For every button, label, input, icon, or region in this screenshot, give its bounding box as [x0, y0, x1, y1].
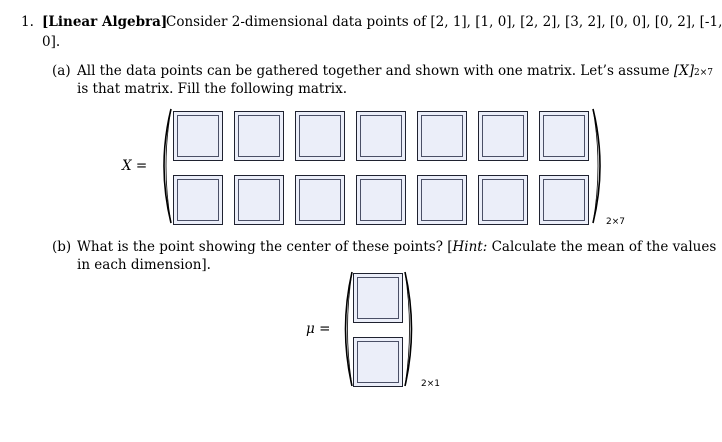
- matrix-x-dimension: 2×7: [606, 217, 625, 227]
- matrix-x-left-paren: [155, 107, 175, 225]
- answer-box-inner: [482, 179, 524, 221]
- matrix-x-cell-r1-c6[interactable]: [478, 111, 528, 161]
- matrix-x-cell-r2-c2[interactable]: [234, 175, 284, 225]
- answer-box-inner: [299, 179, 341, 221]
- question-topic: [Linear Algebra]: [42, 14, 168, 30]
- answer-box-inner: [543, 179, 585, 221]
- mu-right-paren: [402, 270, 420, 388]
- part-a-text-line1: [77, 63, 713, 81]
- hint-text: Calculate the mean of the values: [491, 239, 717, 255]
- matrix-x-right-paren: [589, 107, 609, 225]
- part-b-label: (b): [52, 239, 72, 255]
- part-b-text: What is the point showing the center of these points?: [77, 239, 443, 255]
- matrix-x-cell-r2-c1[interactable]: [173, 175, 223, 225]
- answer-box-inner: [177, 179, 219, 221]
- answer-box-inner: [482, 115, 524, 157]
- part-b-text-line1: [77, 239, 716, 255]
- matrix-x-cell-r2-c5[interactable]: [417, 175, 467, 225]
- part-b-text-line2: in each dimension].: [77, 257, 211, 273]
- matrix-x-cell-r1-c7[interactable]: [539, 111, 589, 161]
- part-a-label: (a): [52, 63, 71, 79]
- answer-box-inner: [177, 115, 219, 157]
- answer-box-inner: [421, 179, 463, 221]
- matrix-x-cell-r2-c6[interactable]: [478, 175, 528, 225]
- matrix-x-cell-r1-c4[interactable]: [356, 111, 406, 161]
- mu-cell-r1-c1[interactable]: [353, 273, 403, 323]
- matrix-x-cell-r1-c3[interactable]: [295, 111, 345, 161]
- answer-box-inner: [357, 277, 399, 319]
- matrix-x-cell-r1-c5[interactable]: [417, 111, 467, 161]
- question-text-line2: 0].: [42, 34, 61, 50]
- answer-box-inner: [299, 115, 341, 157]
- matrix-symbol: [X]: [673, 63, 695, 79]
- answer-box-inner: [238, 179, 280, 221]
- matrix-x-lhs: X =: [122, 158, 148, 174]
- question-number: 1.: [21, 14, 34, 30]
- answer-box-inner: [238, 115, 280, 157]
- answer-box-inner: [360, 115, 402, 157]
- mu-lhs: μ =: [306, 321, 331, 337]
- matrix-x-cell-r2-c3[interactable]: [295, 175, 345, 225]
- hint-label: Hint:: [452, 239, 488, 255]
- matrix-subscript: 2×7: [694, 68, 714, 78]
- matrix-x-cell-r2-c4[interactable]: [356, 175, 406, 225]
- part-a-text-line2: is that matrix. Fill the following matrix.: [77, 81, 348, 97]
- answer-box-inner: [357, 341, 399, 383]
- matrix-x-cell-r2-c7[interactable]: [539, 175, 589, 225]
- matrix-x-cell-r1-c2[interactable]: [234, 111, 284, 161]
- mu-dimension: 2×1: [421, 379, 440, 389]
- question-text-line1: Consider 2-dimensional data points of [2, 1], [1, 0], [2, 2], [3, 2], [0, 0], [0, 2], [-1,: [166, 14, 722, 30]
- part-a-text: All the data points can be gathered together and shown with one matrix. Let’s assume: [77, 63, 670, 79]
- mu-cell-r2-c1[interactable]: [353, 337, 403, 387]
- answer-box-inner: [360, 179, 402, 221]
- matrix-x-cell-r1-c1[interactable]: [173, 111, 223, 161]
- answer-box-inner: [543, 115, 585, 157]
- hint-open: [: [447, 239, 453, 255]
- answer-box-inner: [421, 115, 463, 157]
